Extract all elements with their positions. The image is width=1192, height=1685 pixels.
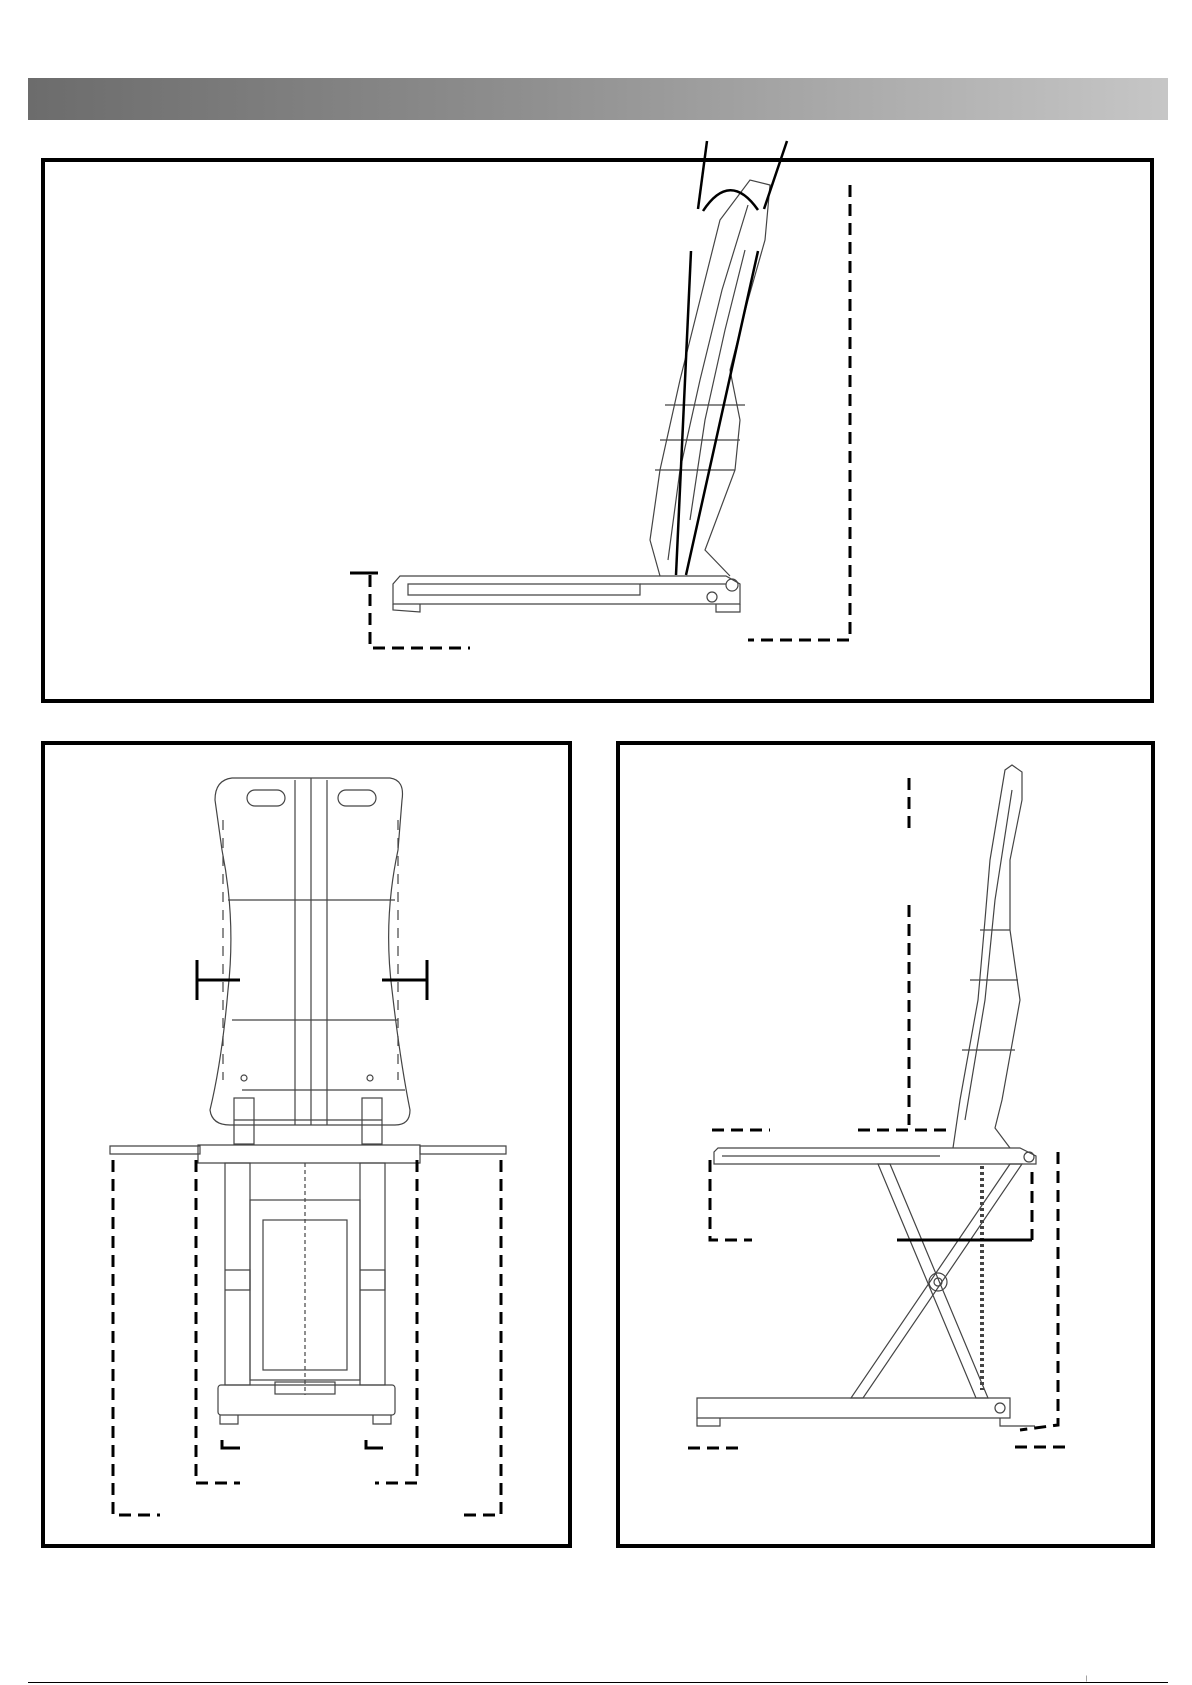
footer-mark: | xyxy=(1085,1676,1087,1682)
scissor-arm-2 xyxy=(851,1164,1022,1398)
base-side xyxy=(697,1398,1010,1418)
seat-depth-dim-left xyxy=(710,1160,752,1240)
seat-hinge xyxy=(1024,1152,1034,1162)
backrest-side xyxy=(953,765,1022,1148)
base-pivot xyxy=(995,1403,1005,1413)
max-height-dim xyxy=(1020,1152,1058,1430)
bottom-right-dimension-lines xyxy=(688,778,1068,1448)
footer-rule xyxy=(28,1682,1168,1683)
scissor-arm-1 xyxy=(878,1164,988,1398)
chair-raised-outline xyxy=(697,765,1036,1426)
base-feet xyxy=(697,1418,1035,1426)
backrest-inner xyxy=(965,790,1012,1120)
